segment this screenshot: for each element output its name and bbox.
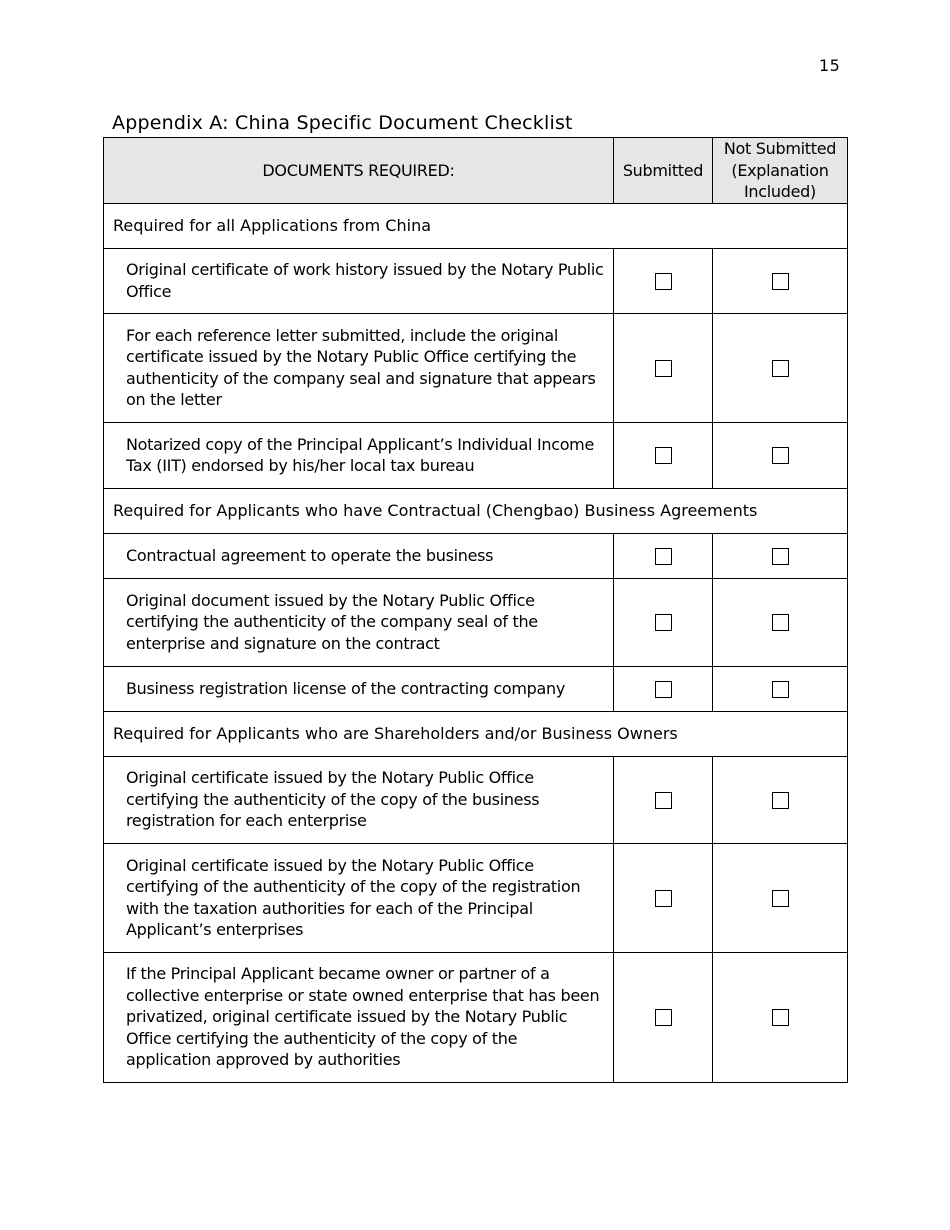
section-title: Required for Applicants who have Contractual (Chengbao) Business Agreements	[104, 488, 848, 533]
table-row	[104, 533, 848, 578]
submitted-checkbox[interactable]	[655, 447, 672, 464]
submitted-checkbox[interactable]	[655, 273, 672, 290]
submitted-checkbox[interactable]	[655, 548, 672, 565]
document-checklist-table	[103, 137, 848, 1083]
document-item: Contractual agreement to operate the business	[104, 533, 614, 578]
not-submitted-cell	[713, 756, 848, 843]
header-submitted: Submitted	[614, 138, 713, 204]
not-submitted-cell	[713, 422, 848, 488]
table-row	[104, 313, 848, 422]
submitted-checkbox[interactable]	[655, 792, 672, 809]
document-item: If the Principal Applicant became owner or partner of a collective enterprise or state owned enterprise that has been privatized, original certificate issued by the Notary Public Office certifying the authenticity of the copy of the application approved by authorities	[104, 952, 614, 1082]
header-not-submitted-line3: Included)	[744, 182, 816, 201]
submitted-cell	[614, 248, 713, 313]
table-row	[104, 952, 848, 1082]
section-title: Required for Applicants who are Shareholders and/or Business Owners	[104, 711, 848, 756]
header-not-submitted	[713, 138, 848, 204]
document-item: Notarized copy of the Principal Applicant’s Individual Income Tax (IIT) endorsed by his/her local tax bureau	[104, 422, 614, 488]
submitted-cell	[614, 756, 713, 843]
submitted-cell	[614, 952, 713, 1082]
table-row	[104, 248, 848, 313]
document-item: For each reference letter submitted, include the original certificate issued by the Notary Public Office certifying the authenticity of the company seal and signature that appears on the letter	[104, 313, 614, 422]
document-item: Original certificate of work history issued by the Notary Public Office	[104, 248, 614, 313]
table-header-row	[104, 138, 848, 204]
not-submitted-checkbox[interactable]	[772, 614, 789, 631]
document-item: Original document issued by the Notary Public Office certifying the authenticity of the company seal of the enterprise and signature on the contract	[104, 578, 614, 666]
submitted-cell	[614, 313, 713, 422]
submitted-cell	[614, 843, 713, 952]
header-not-submitted-line2: (Explanation	[731, 160, 829, 180]
section-row	[104, 711, 848, 756]
submitted-cell	[614, 533, 713, 578]
section-row	[104, 203, 848, 248]
page-title: Appendix A: China Specific Document Checklist	[112, 112, 573, 134]
document-item: Business registration license of the contracting company	[104, 666, 614, 711]
table-row	[104, 666, 848, 711]
submitted-cell	[614, 666, 713, 711]
submitted-cell	[614, 422, 713, 488]
not-submitted-checkbox[interactable]	[772, 548, 789, 565]
section-title: Required for all Applications from China	[104, 203, 848, 248]
page-number: 15	[819, 56, 841, 75]
submitted-cell	[614, 578, 713, 666]
not-submitted-cell	[713, 313, 848, 422]
table-row	[104, 843, 848, 952]
submitted-checkbox[interactable]	[655, 614, 672, 631]
header-not-submitted-line1: Not Submitted	[723, 139, 837, 158]
document-item: Original certificate issued by the Notary Public Office certifying the authenticity of the copy of the business registration for each enterprise	[104, 756, 614, 843]
document-item: Original certificate issued by the Notary Public Office certifying of the authenticity of the copy of the registration with the taxation authorities for each of the Principal Applicant’s enterprises	[104, 843, 614, 952]
not-submitted-checkbox[interactable]	[772, 447, 789, 464]
submitted-checkbox[interactable]	[655, 360, 672, 377]
not-submitted-cell	[713, 533, 848, 578]
not-submitted-checkbox[interactable]	[772, 360, 789, 377]
submitted-checkbox[interactable]	[655, 1009, 672, 1026]
not-submitted-cell	[713, 666, 848, 711]
not-submitted-checkbox[interactable]	[772, 681, 789, 698]
not-submitted-cell	[713, 952, 848, 1082]
submitted-checkbox[interactable]	[655, 681, 672, 698]
not-submitted-checkbox[interactable]	[772, 792, 789, 809]
not-submitted-checkbox[interactable]	[772, 890, 789, 907]
not-submitted-checkbox[interactable]	[772, 1009, 789, 1026]
header-documents-required: DOCUMENTS REQUIRED:	[104, 138, 614, 204]
table-row	[104, 422, 848, 488]
submitted-checkbox[interactable]	[655, 890, 672, 907]
section-row	[104, 488, 848, 533]
table-row	[104, 756, 848, 843]
not-submitted-checkbox[interactable]	[772, 273, 789, 290]
not-submitted-cell	[713, 843, 848, 952]
not-submitted-cell	[713, 248, 848, 313]
not-submitted-cell	[713, 578, 848, 666]
table-row	[104, 578, 848, 666]
